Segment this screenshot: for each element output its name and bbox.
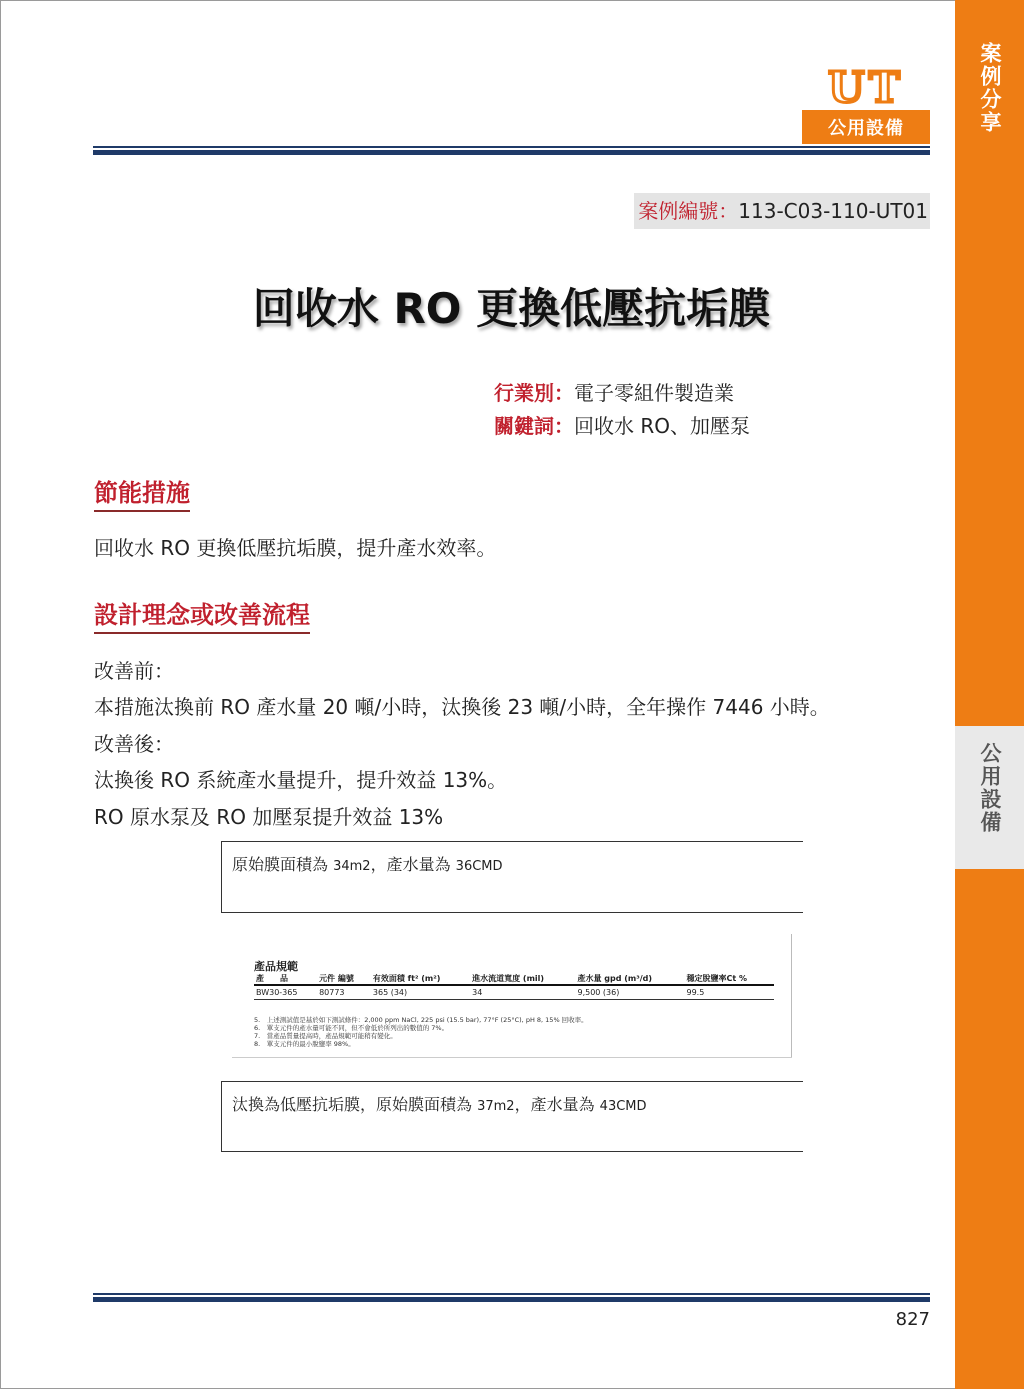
section-design-process: 設計理念或改善流程 bbox=[94, 595, 310, 634]
spec-header-row bbox=[254, 974, 774, 985]
section-energy-measure: 節能措施 bbox=[94, 473, 190, 512]
ut-logo bbox=[802, 66, 930, 146]
box-text: 原始膜面積為 bbox=[232, 855, 334, 874]
page-title: 回收水 RO 更換低壓抗垢膜 bbox=[252, 284, 771, 333]
box-text: ，產水量為 bbox=[514, 1095, 600, 1114]
spec-cell: 34 bbox=[472, 988, 483, 997]
table-row bbox=[254, 985, 774, 1000]
spec-cell: 80773 bbox=[319, 988, 345, 997]
spec-cell: 99.5 bbox=[686, 988, 705, 997]
spec-cell: 9,500 (36) bbox=[577, 988, 620, 997]
box-text: ，產水量為 bbox=[370, 855, 456, 874]
spec-col-header: 有效面積 ft² (m²) bbox=[372, 974, 441, 983]
page-number: 827 bbox=[895, 1309, 930, 1330]
ut-logo-letters bbox=[802, 66, 930, 108]
side-tab-case-sharing-label: 案例分享 bbox=[978, 42, 1002, 134]
box-value: 34m2 bbox=[333, 859, 371, 874]
spec-cell: BW30-365 bbox=[256, 988, 298, 997]
box-text: 汰換為低壓抗垢膜，原始膜面積為 bbox=[232, 1095, 478, 1114]
text-line: RO 原水泵及 RO 加壓泵提升效益 13% bbox=[94, 805, 444, 829]
ut-logo-label: 公用設備 bbox=[802, 110, 930, 144]
spec-note: 6. 單支元件的產水量可能不同，但不會低於所列出的數值的 7%。 bbox=[254, 1024, 449, 1032]
header-rule bbox=[93, 146, 930, 155]
spec-col-header: 元件 編號 bbox=[319, 974, 354, 983]
case-number bbox=[634, 193, 930, 229]
spec-col-header: 進水流道寬度 (mil) bbox=[472, 974, 545, 983]
keywords-label: 關鍵詞： bbox=[494, 414, 574, 438]
new-membrane-box bbox=[221, 1081, 803, 1152]
spec-col-header: 產 品 bbox=[256, 974, 288, 983]
keywords-line bbox=[494, 410, 750, 439]
box-value: 36CMD bbox=[455, 859, 503, 874]
side-tab-utilities-label: 公用設備 bbox=[978, 742, 1002, 834]
spec-table bbox=[254, 974, 774, 1000]
spec-col-header: 產水量 gpd (m³/d) bbox=[577, 974, 653, 983]
spec-note: 8. 單支元件的最小脫鹽率 98%。 bbox=[254, 1040, 355, 1048]
spec-notes bbox=[254, 1016, 588, 1048]
industry-value: 電子零組件製造業 bbox=[574, 381, 734, 405]
industry-label: 行業別： bbox=[494, 381, 574, 405]
spec-note: 7. 當產品質量提高時，產品規範可能稍有變化。 bbox=[254, 1032, 397, 1040]
spec-col-header: 穩定脫鹽率Ct % bbox=[686, 974, 747, 983]
side-tab-utilities[interactable] bbox=[955, 726, 1024, 869]
text-line: 改善後： bbox=[94, 732, 174, 756]
footer-rule bbox=[93, 1293, 930, 1302]
spec-note: 5. 上述測試值是基於如下測試條件：2,000 ppm NaCl, 225 psi (15.5 bar), 77°F (25°C), pH 8, 15% 回收率。 bbox=[254, 1016, 588, 1024]
spec-heading: 產品規範 bbox=[254, 960, 298, 973]
text-line: 汰換後 RO 系統產水量提升，提升效益 13%。 bbox=[94, 768, 508, 792]
side-tab-case-sharing[interactable] bbox=[955, 0, 1024, 726]
box-value: 37m2 bbox=[477, 1099, 515, 1114]
energy-measure-text: 回收水 RO 更換低壓抗垢膜，提升產水效率。 bbox=[94, 536, 497, 560]
text-line: 本措施汰換前 RO 產水量 20 噸/小時，汰換後 23 噸/小時，全年操作 7446 小時。 bbox=[94, 695, 830, 719]
industry-line bbox=[494, 377, 734, 406]
side-tab-bottom bbox=[955, 869, 1024, 1389]
original-membrane-box bbox=[221, 841, 803, 913]
box-value: 43CMD bbox=[599, 1099, 647, 1114]
product-spec-image bbox=[232, 934, 792, 1058]
case-number-value: 113-C03-110-UT01 bbox=[738, 199, 928, 223]
keywords-value: 回收水 RO、加壓泵 bbox=[574, 414, 750, 438]
spec-cell: 365 (34) bbox=[372, 988, 408, 997]
text-line: 改善前： bbox=[94, 659, 174, 683]
svg-text:UT: UT bbox=[828, 66, 904, 108]
case-number-label: 案例編號： bbox=[638, 199, 739, 223]
